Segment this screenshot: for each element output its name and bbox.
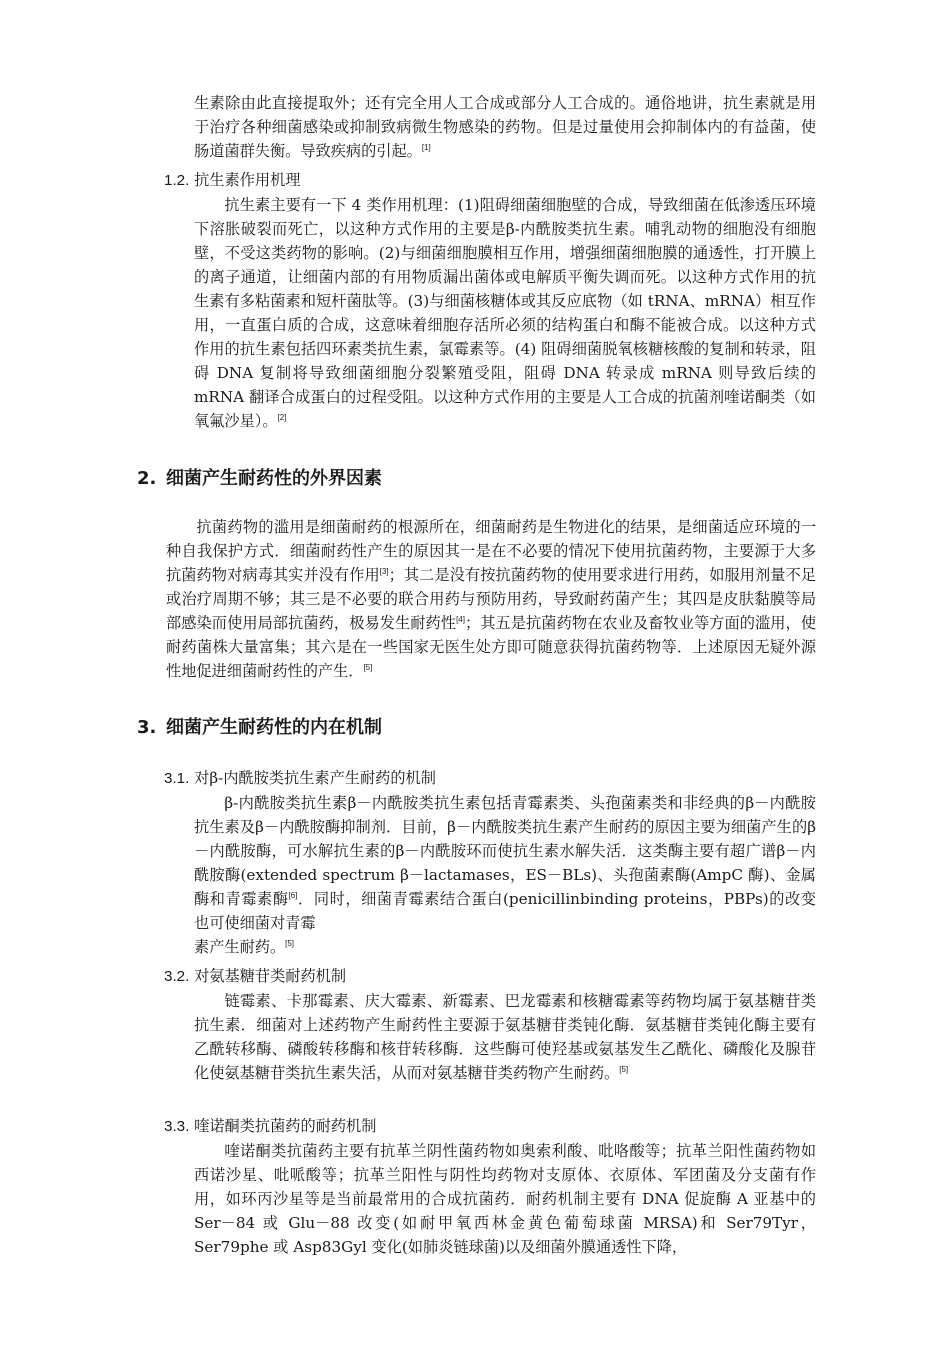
subheading-number: 3.3. bbox=[164, 1118, 190, 1135]
section-title: 细菌产生耐药性的外界因素 bbox=[166, 468, 382, 489]
paragraph-text: β-内酰胺类抗生素β－内酰胺类抗生素包括青霉素类、头孢菌素类和非经典的β－内酰胺抗生素及β－内酰胺酶抑制剂．目前，β－内酰胺类抗生素产生耐药的原因主要为细菌产生的β－内酰胺酶，可水解抗生素的β－内酰胺环而使抗生素水解失活．这类酶主要有超广谱β－内酰胺酶(extended spectrum β－lactamases，ES－BLs)、头孢菌素酶(AmpC 酶)、金属酶和青霉素酶 bbox=[194, 794, 816, 908]
subheading-number: 3.1. bbox=[164, 770, 190, 787]
paragraph-mechanisms bbox=[194, 193, 816, 433]
paragraph-text: ．同时，细菌青霉素结合蛋白(penicillinbinding proteins，PBPs)的改变也可使细菌对青霉 bbox=[194, 890, 816, 932]
paragraph-text: 生素除由此直接提取外；还有完全用人工合成或部分人工合成的。通俗地讲，抗生素就是用于治疗各种细菌感染或抑制致病微生物感染的药物。但是过量使用会抑制体内的有益菌，使肠道菌群失衡。导致疾病的引起。 bbox=[194, 94, 816, 160]
subheading-3-3 bbox=[164, 1115, 376, 1138]
paragraph-text: ；其二是没有按抗菌药物的使用要求进行用药，如服用剂量不足或治疗周期不够；其三是不必要的联合用药与预防用药，导致耐药菌产生；其四是皮肤黏膜等局部感染而使用局部抗菌药，极易发生耐药性 bbox=[166, 566, 817, 632]
paragraph-text: 素产生耐药。 bbox=[194, 938, 286, 956]
citation-ref: [1] bbox=[421, 143, 431, 152]
section-heading-2 bbox=[137, 467, 382, 491]
paragraph-text: ；其五是抗菌药物在农业及畜牧业等方面的滥用，使耐药菌株大量富集；其六是在一些国家无医生处方即可随意获得抗菌药物等．上述原因无疑外源性地促进细菌耐药性的产生． bbox=[166, 614, 817, 680]
section-title: 细菌产生耐药性的内在机制 bbox=[166, 717, 382, 738]
subheading-3-2 bbox=[164, 965, 346, 988]
subheading-3-1 bbox=[164, 767, 436, 790]
citation-ref: [4] bbox=[456, 615, 465, 624]
paragraph-beta-lactam bbox=[194, 791, 816, 959]
citation-ref: [5] bbox=[363, 663, 373, 672]
paragraph-text: 抗生素主要有一下 4 类作用机理：(1)阻碍细菌细胞壁的合成，导致细菌在低渗透压环境下溶胀破裂而死亡，以这种方式作用的主要是β-内酰胺类抗生素。哺乳动物的细胞没有细胞壁，不受这类药物的影响。(2)与细菌细胞膜相互作用，增强细菌细胞膜的通透性，打开膜上的离子通道，让细菌内部的有用物质漏出菌体或电解质平衡失调而死。以这种方式作用的抗生素有多粘菌素和短杆菌肽等。(3)与细菌核糖体或其反应底物（如 tRNA、mRNA）相互作用，一直蛋白质的合成，这意味着细胞存活所必须的结构蛋白和酶不能被合成。以这种方式作用的抗生素包括四环素类抗生素，氯霉素等。(4) 阻碍细菌脱氧核糖核酸的复制和转录，阻碍 DNA 复制将导致细菌细胞分裂繁殖受阻，阻碍 DNA 转录成 mRNA 则导致后续的 mRNA 翻译合成蛋白的过程受阻。以这种方式作用的主要是人工合成的抗菌剂喹诺酮类（如氧氟沙星）。 bbox=[194, 196, 816, 430]
subheading-number: 3.2. bbox=[164, 968, 190, 985]
subheading-title: 对β-内酰胺类抗生素产生耐药的机制 bbox=[194, 769, 436, 787]
citation-ref: [6] bbox=[288, 891, 298, 900]
subheading-title: 对氨基糖苷类耐药机制 bbox=[194, 967, 347, 985]
citation-ref: [2] bbox=[277, 413, 287, 422]
subheading-title: 抗生素作用机理 bbox=[194, 171, 301, 189]
subheading-number: 1.2. bbox=[164, 172, 190, 189]
paragraph-text: 喹诺酮类抗菌药主要有抗革兰阴性菌药物如奥索利酸、吡咯酸等；抗革兰阳性菌药物如西诺沙星、吡哌酸等；抗革兰阳性与阴性均药物对支原体、衣原体、军团菌及分支菌有作用，如环丙沙星等是当前最常用的合成抗菌药．耐药机制主要有 DNA 促旋酶 A 亚基中的 Ser－84 或 Glu－88 改变(如耐甲氧西林金黄色葡萄球菌 MRSA)和 Ser79Tyr，Ser79phe 或 Asp83Gyl 变化(如肺炎链球菌)以及细菌外膜通透性下降， bbox=[194, 1142, 816, 1256]
citation-ref: [5] bbox=[285, 939, 295, 948]
subheading-title: 喹诺酮类抗菌药的耐药机制 bbox=[194, 1117, 377, 1135]
paragraph-external-factors bbox=[166, 515, 816, 683]
paragraph-aminoglycoside bbox=[194, 989, 816, 1085]
subheading-1-2 bbox=[164, 169, 300, 192]
citation-ref: [5] bbox=[619, 1065, 629, 1074]
paragraph-text: 链霉素、卡那霉素、庆大霉素、新霉素、巴龙霉素和核糖霉素等药物均属于氨基糖苷类抗生素．细菌对上述药物产生耐药性主要源于氨基糖苷类钝化酶．氨基糖苷类钝化酶主要有乙酰转移酶、磷酸转移酶和核苷转移酶．这些酶可使羟基或氨基发生乙酰化、磷酸化及腺苷化使氨基糖苷类抗生素失活，从而对氨基糖苷类药物产生耐药。 bbox=[194, 992, 816, 1082]
section-number: 3. bbox=[137, 717, 157, 738]
section-number: 2. bbox=[137, 468, 157, 489]
paragraph-continuation bbox=[194, 91, 816, 163]
section-heading-3 bbox=[137, 716, 382, 740]
citation-ref: [3] bbox=[379, 567, 389, 576]
paragraph-text: 抗菌药物的滥用是细菌耐药的根源所在，细菌耐药是生物进化的结果，是细菌适应环境的一种自我保护方式．细菌耐药性产生的原因其一是在不必要的情况下使用抗菌药物，主要源于大多抗菌药物对病毒其实并没有作用 bbox=[166, 518, 816, 584]
paragraph-quinolone bbox=[194, 1139, 816, 1259]
